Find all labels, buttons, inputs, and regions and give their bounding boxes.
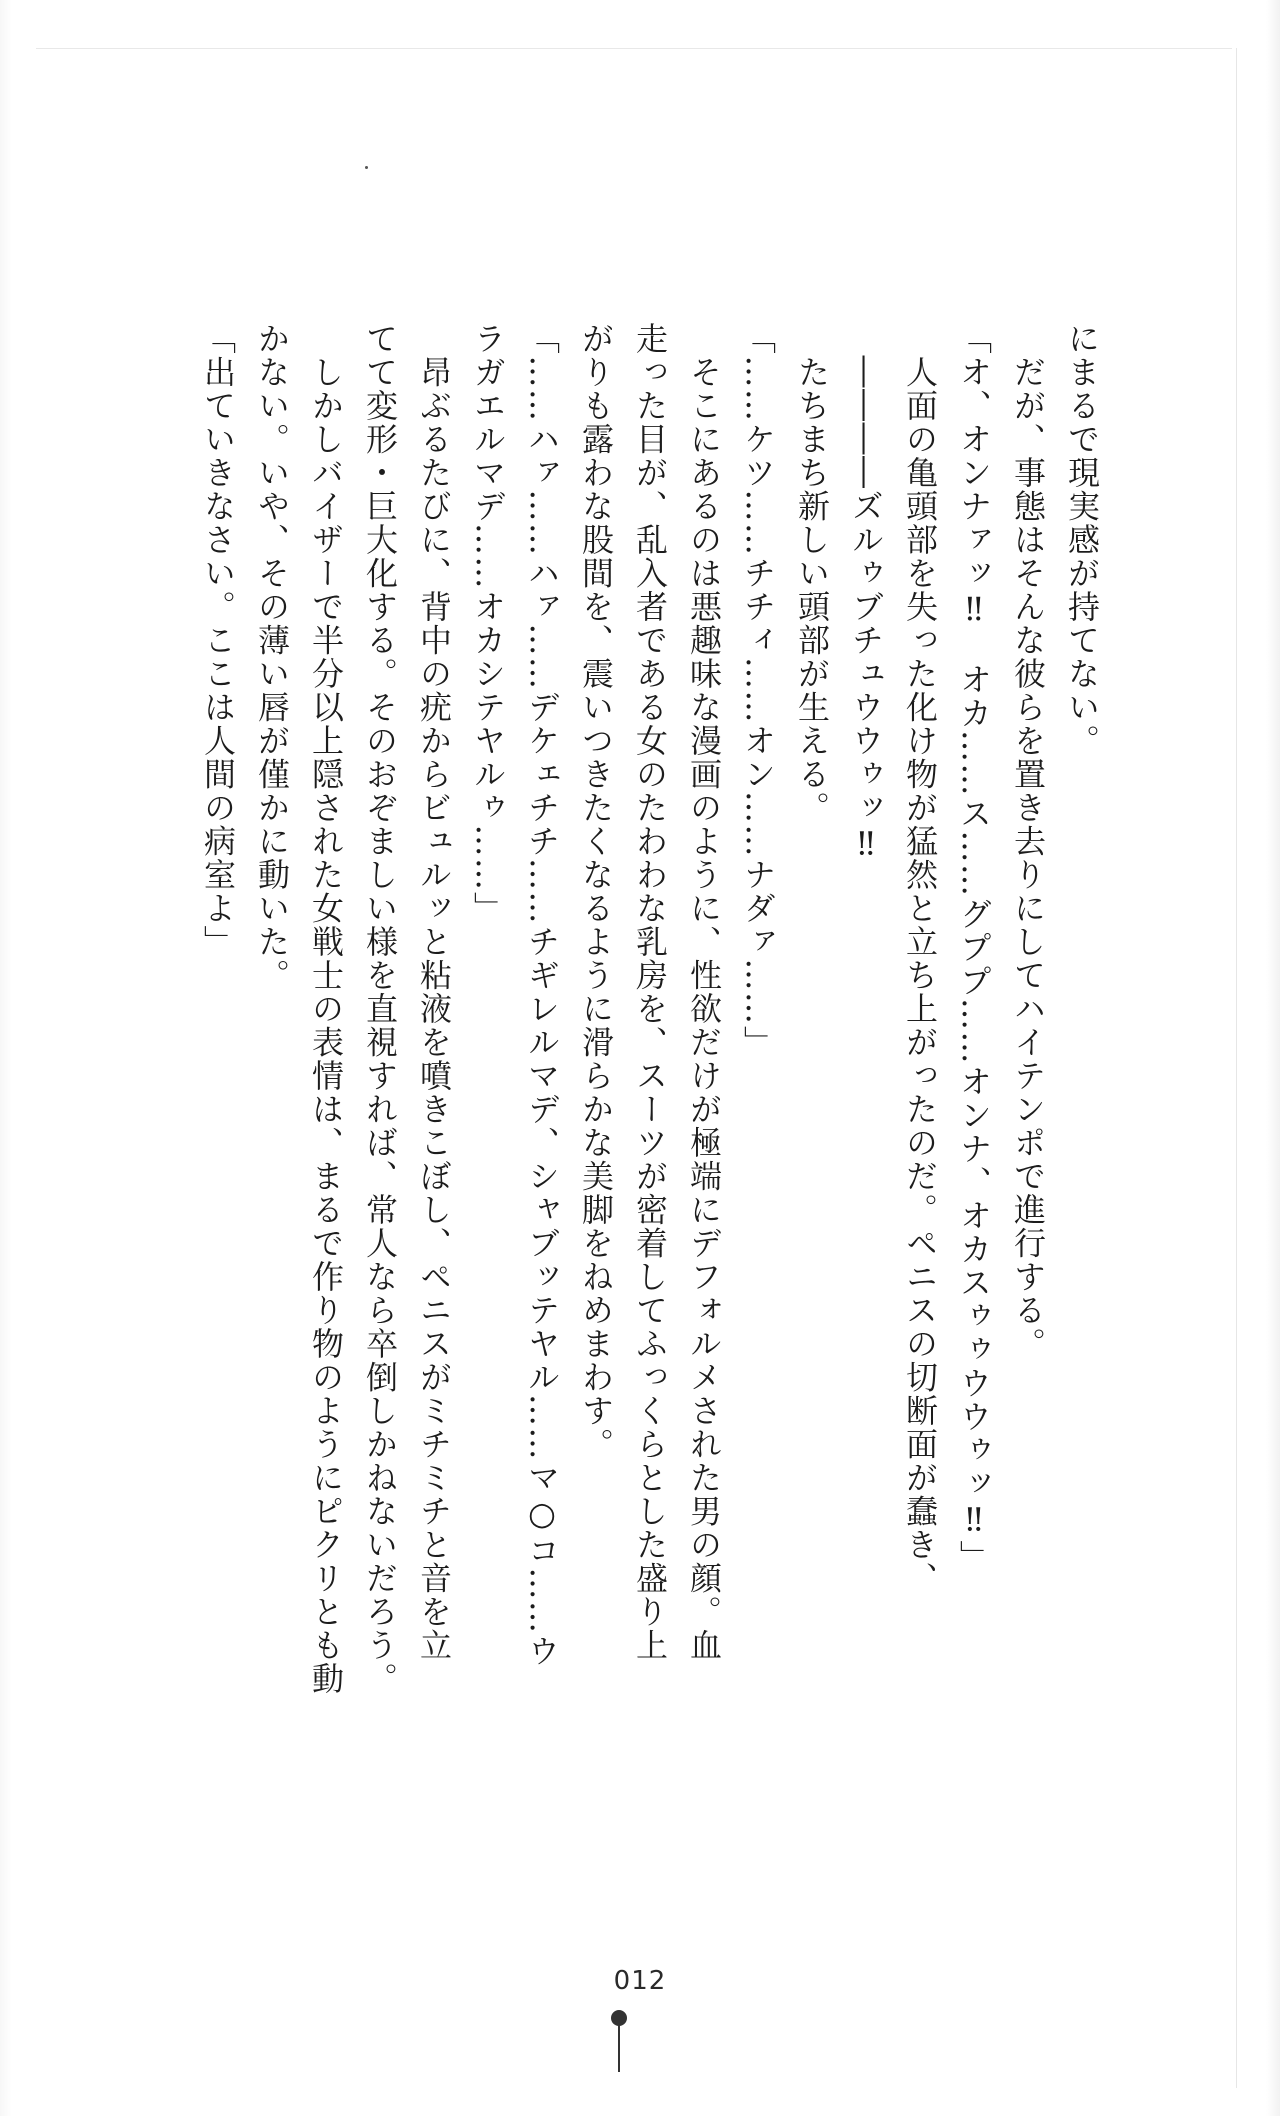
page-number-ornament-icon [611, 2010, 629, 2090]
text-column-11: 「……ハァ……ハァ……デケェチチ……チギレルマデ、シャブッテヤル……マ○コ……ウ [523, 322, 561, 1668]
text-column-16: かない。いや、その薄い唇が僅かに動いた。 [253, 322, 291, 992]
text-column-13: 昂ぶるたびに、背中の疣からビュルッと粘液を噴きこぼし、ペニスがミチミチと音を立 [415, 322, 453, 1662]
text-column-5: ――――ズルゥブチュウウゥッ‼ [847, 322, 885, 864]
page-edge-top [36, 48, 1232, 49]
text-column-10: がりも露わな股間を、震いつきたくなるように滑らかな美脚をねめまわす。 [577, 322, 615, 1461]
text-column-7: 「……ケツ……チチィ……オン……ナダァ……」 [739, 322, 777, 1059]
text-column-2: だが、事態はそんな彼らを置き去りにしてハイテンポで進行する。 [1009, 322, 1047, 1361]
text-column-12: ラガエルマデ……オカシテヤルゥ……」 [469, 322, 507, 925]
text-column-3: 「オ、オンナァッ‼ オカ……ス……グププ……オンナ、オカスゥゥウウゥッ‼」 [955, 322, 993, 1574]
text-column-8: そこにあるのは悪趣味な漫画のように、性欲だけが極端にデフォルメされた男の顔。血 [685, 322, 723, 1662]
text-column-9: 走った目が、乱入者である女のたわわな乳房を、スーツが密着してふっくらとした盛り上 [631, 322, 669, 1662]
text-column-4: 人面の亀頭部を失った化け物が猛然と立ち上がったのだ。ペニスの切断面が蠢き、 [901, 322, 939, 1595]
page-edge-right [1236, 48, 1237, 2088]
text-column-14: てて変形・巨大化する。そのおぞましい様を直視すれば、常人なら卒倒しかねないだろう。 [361, 322, 399, 1696]
vertical-text-block [170, 322, 1101, 1842]
text-column-1: にまるで現実感が持てない。 [1063, 322, 1101, 758]
text-column-15: しかしバイザーで半分以上隠された女戦士の表情は、まるで作り物のようにピクリとも動 [307, 322, 345, 1696]
ornament-stem [618, 2024, 620, 2072]
text-column-17: 「出ていきなさい。ここは人間の病室よ」 [199, 322, 237, 959]
scan-speck [365, 166, 368, 169]
page-number: 012 [613, 1966, 667, 1996]
text-column-6: たちまち新しい頭部が生える。 [793, 322, 831, 825]
